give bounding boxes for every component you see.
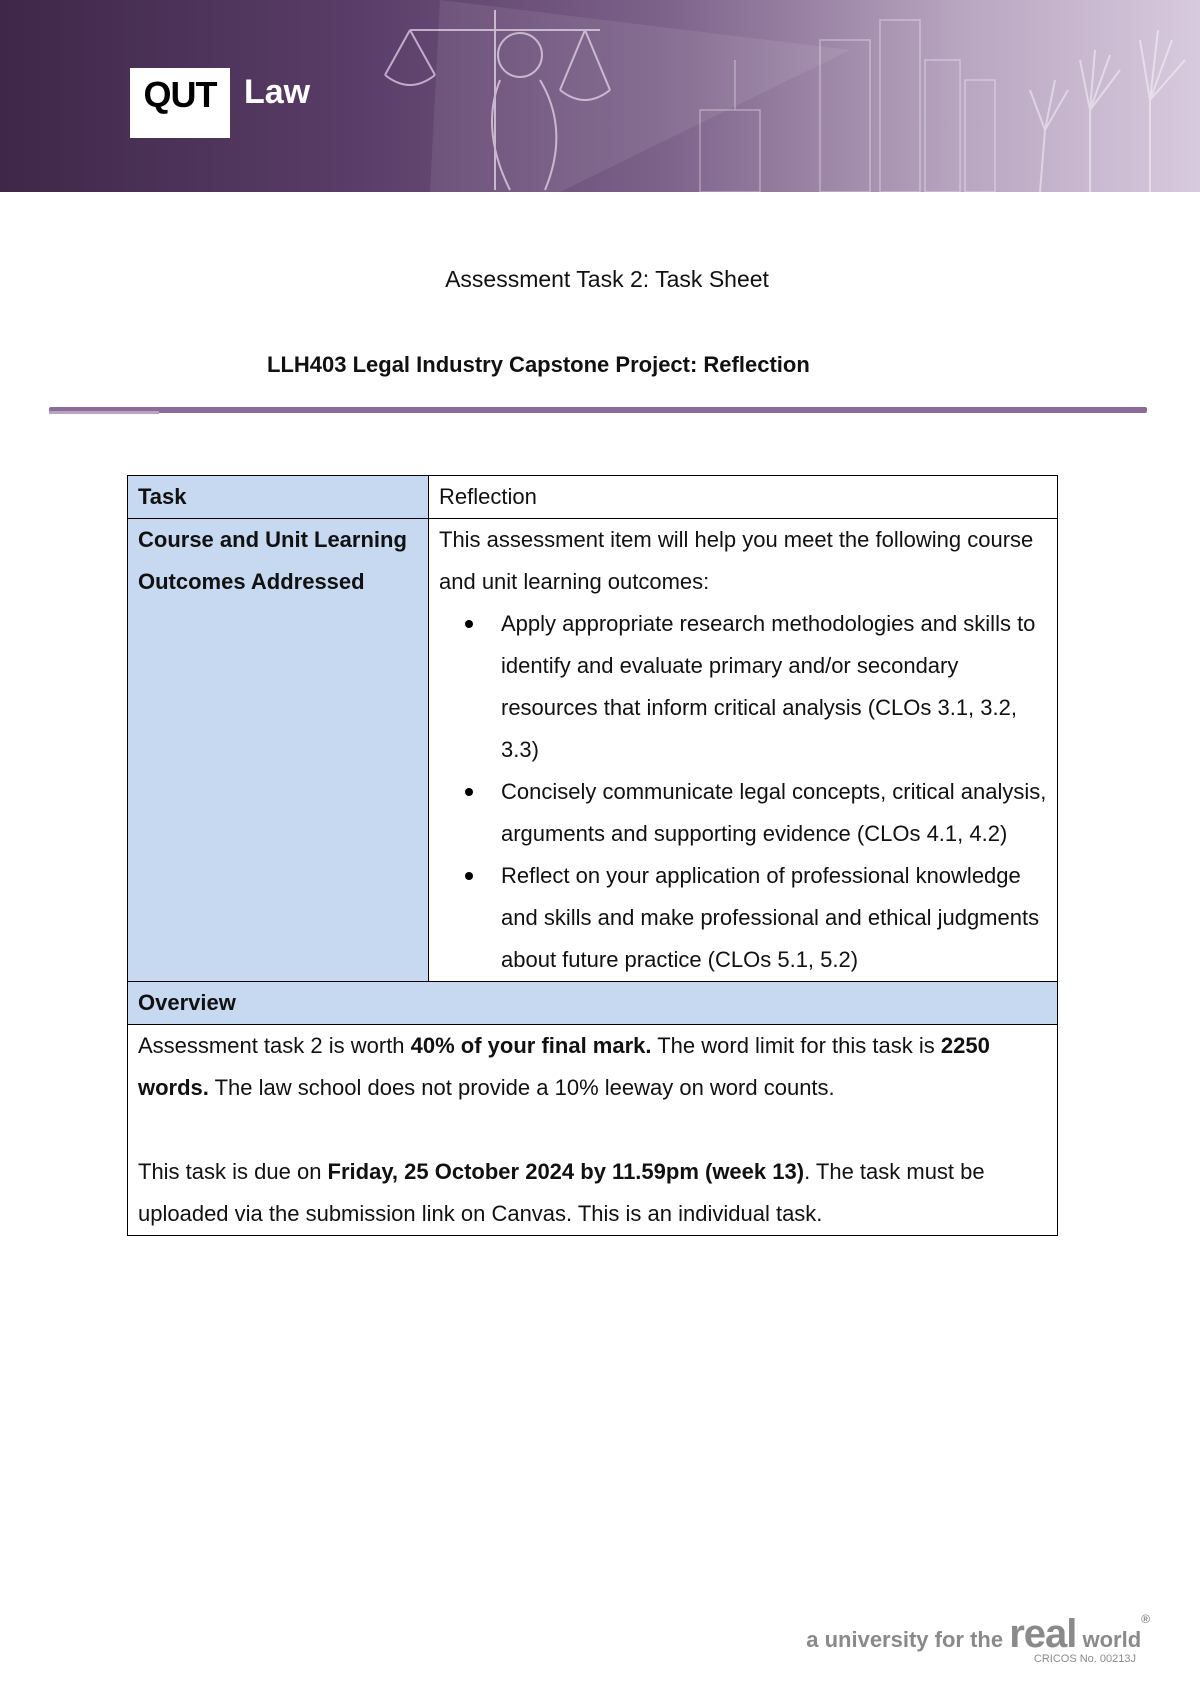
logo-word: Law xyxy=(244,72,311,111)
registered-mark: ® xyxy=(1141,1612,1150,1626)
outcomes-list xyxy=(439,603,1047,981)
text-span: Assessment task 2 is worth xyxy=(138,1033,411,1058)
tagline-real: real xyxy=(1009,1612,1077,1656)
list-item: Apply appropriate research methodologies and skills to identify and evaluate primary and/or secondary resources that inform critical analysis (CLOs 3.1, 3.2, 3.3) xyxy=(501,603,1047,771)
tagline-text: world xyxy=(1076,1627,1142,1652)
table-row xyxy=(128,476,1058,519)
list-item: Reflect on your application of professional knowledge and skills and make professional and ethical judgments about future practice (CLOs 5.1, 5.2) xyxy=(501,855,1047,981)
title-divider-accent xyxy=(49,411,159,414)
cricos-number: CRICOS No. 00213J xyxy=(1033,1653,1136,1665)
overview-label: Overview xyxy=(128,982,1058,1025)
text-span: This task is due on xyxy=(138,1159,328,1184)
outcomes-cell xyxy=(429,519,1058,982)
task-table xyxy=(127,475,1058,1236)
table-row xyxy=(128,519,1058,982)
header-banner xyxy=(0,0,1200,192)
overview-paragraph-due xyxy=(138,1151,1047,1235)
tagline-text: a university for the xyxy=(806,1627,1010,1652)
document-title: Assessment Task 2: Task Sheet xyxy=(445,266,769,292)
unit-title: LLH403 Legal Industry Capstone Project: Reflection xyxy=(267,352,810,377)
footer-tagline-block xyxy=(806,1612,1150,1665)
list-item: Concisely communicate legal concepts, critical analysis, arguments and supporting evidence (CLOs 4.1, 4.2) xyxy=(501,771,1047,855)
due-date-value: Friday, 25 October 2024 by 11.59pm (week 13) xyxy=(327,1159,805,1184)
table-row xyxy=(128,1025,1058,1236)
logo-box: QUT xyxy=(130,68,230,138)
task-label: Task xyxy=(128,476,429,519)
overview-body xyxy=(128,1025,1058,1236)
table-row xyxy=(128,982,1058,1025)
overview-paragraph-weight xyxy=(138,1025,1047,1109)
weight-value: 40% of your final mark. xyxy=(410,1033,652,1058)
text-span: The word limit for this task is xyxy=(651,1033,941,1058)
word-limit-value: 2250 words. xyxy=(138,1033,990,1100)
tagline xyxy=(806,1612,1150,1657)
outcomes-label: Course and Unit Learning Outcomes Addressed xyxy=(128,519,429,982)
title-divider xyxy=(49,407,1147,413)
qut-law-logo xyxy=(130,68,310,138)
task-value: Reflection xyxy=(429,476,1058,519)
outcomes-intro: This assessment item will help you meet the following course and unit learning outcomes: xyxy=(439,527,1034,594)
text-span: The law school does not provide a 10% leeway on word counts. xyxy=(208,1075,835,1100)
text-span: . The task must be uploaded via the submission link on Canvas. This is an individual task. xyxy=(138,1159,985,1226)
